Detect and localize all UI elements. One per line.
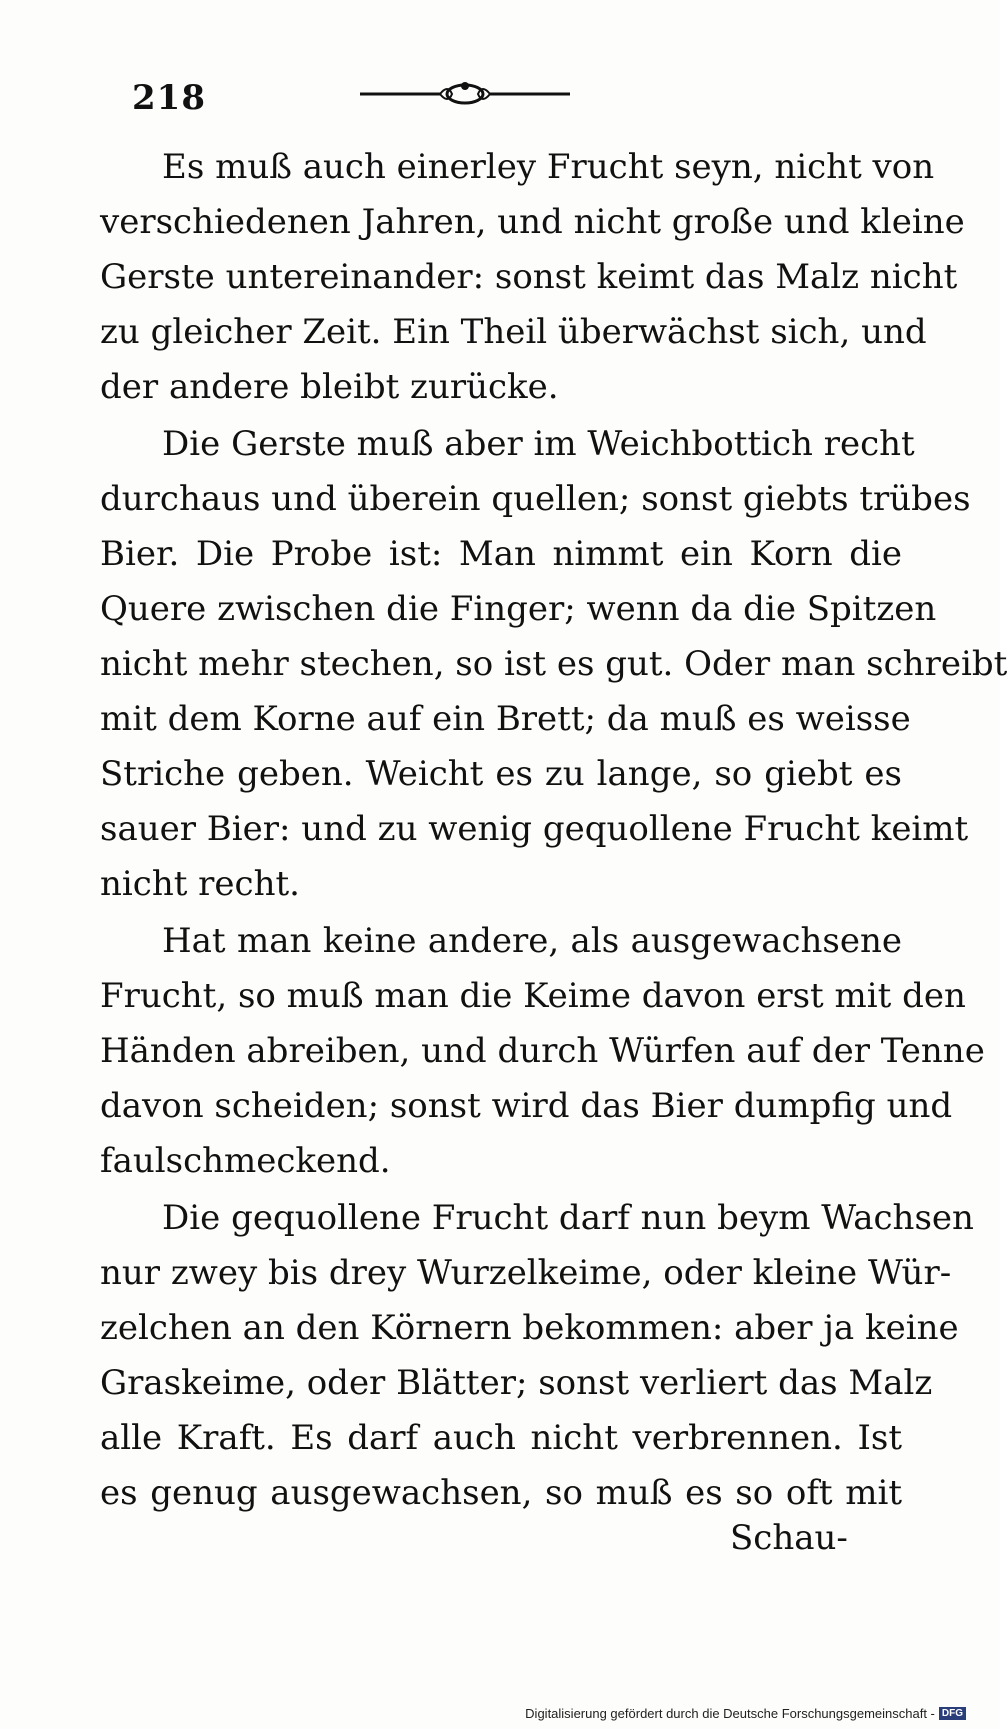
text-line: zu gleicher Zeit. Ein Theil überwächst sich, und	[100, 312, 927, 352]
dfg-logo-icon: DFG	[939, 1707, 966, 1720]
text-line: Händen abreiben, und durch Würfen auf der Tenne	[100, 1031, 985, 1071]
ornament-divider-icon	[360, 74, 570, 114]
text-line: Striche geben. Weicht es zu lange, so giebt es	[100, 754, 902, 794]
text-line: Graskeime, oder Blätter; sonst verliert das Malz	[100, 1363, 933, 1403]
text-line: es genug ausgewachsen, so muß es so oft mit	[100, 1473, 902, 1513]
body-text	[100, 140, 1007, 1521]
text-line: sauer Bier: und zu wenig gequollene Frucht keimt	[100, 809, 969, 849]
text-line: Die gequollene Frucht darf nun beym Wachsen	[162, 1198, 974, 1238]
text-line: Gerste untereinander: sonst keimt das Malz nicht	[100, 257, 958, 297]
text-line: Hat man keine andere, als ausgewachsene	[162, 921, 902, 961]
text-line: der andere bleibt zurücke.	[100, 367, 559, 407]
text-line: faulschmeckend.	[100, 1141, 391, 1181]
text-line: nicht mehr stechen, so ist es gut. Oder man schreibt	[100, 644, 1007, 684]
catchword: Schau-	[730, 1518, 848, 1558]
text-line: mit dem Korne auf ein Brett; da muß es weisse	[100, 699, 911, 739]
text-line: Frucht, so muß man die Keime davon erst mit den	[100, 976, 966, 1016]
text-line: davon scheiden; sonst wird das Bier dumpfig und	[100, 1086, 953, 1126]
text-line: nur zwey bis drey Wurzelkeime, oder kleine Wür-	[100, 1253, 952, 1293]
text-line: durchaus und überein quellen; sonst giebts trübes	[100, 479, 971, 519]
text-line: nicht recht.	[100, 864, 300, 904]
page-number: 218	[132, 78, 206, 118]
footer-text: Digitalisierung gefördert durch die Deutsche Forschungsgemeinschaft -	[525, 1706, 935, 1721]
text-line: verschiedenen Jahren, und nicht große und kleine	[100, 202, 965, 242]
text-line: zelchen an den Körnern bekommen: aber ja keine	[100, 1308, 959, 1348]
footer-credit	[525, 1706, 966, 1721]
text-line: Die Gerste muß aber im Weichbottich recht	[162, 424, 915, 464]
text-line: Es muß auch einerley Frucht seyn, nicht von	[162, 147, 935, 187]
text-line: alle Kraft. Es darf auch nicht verbrennen. Ist	[100, 1418, 902, 1458]
text-line: Quere zwischen die Finger; wenn da die Spitzen	[100, 589, 937, 629]
text-line: Bier. Die Probe ist: Man nimmt ein Korn die	[100, 534, 902, 574]
